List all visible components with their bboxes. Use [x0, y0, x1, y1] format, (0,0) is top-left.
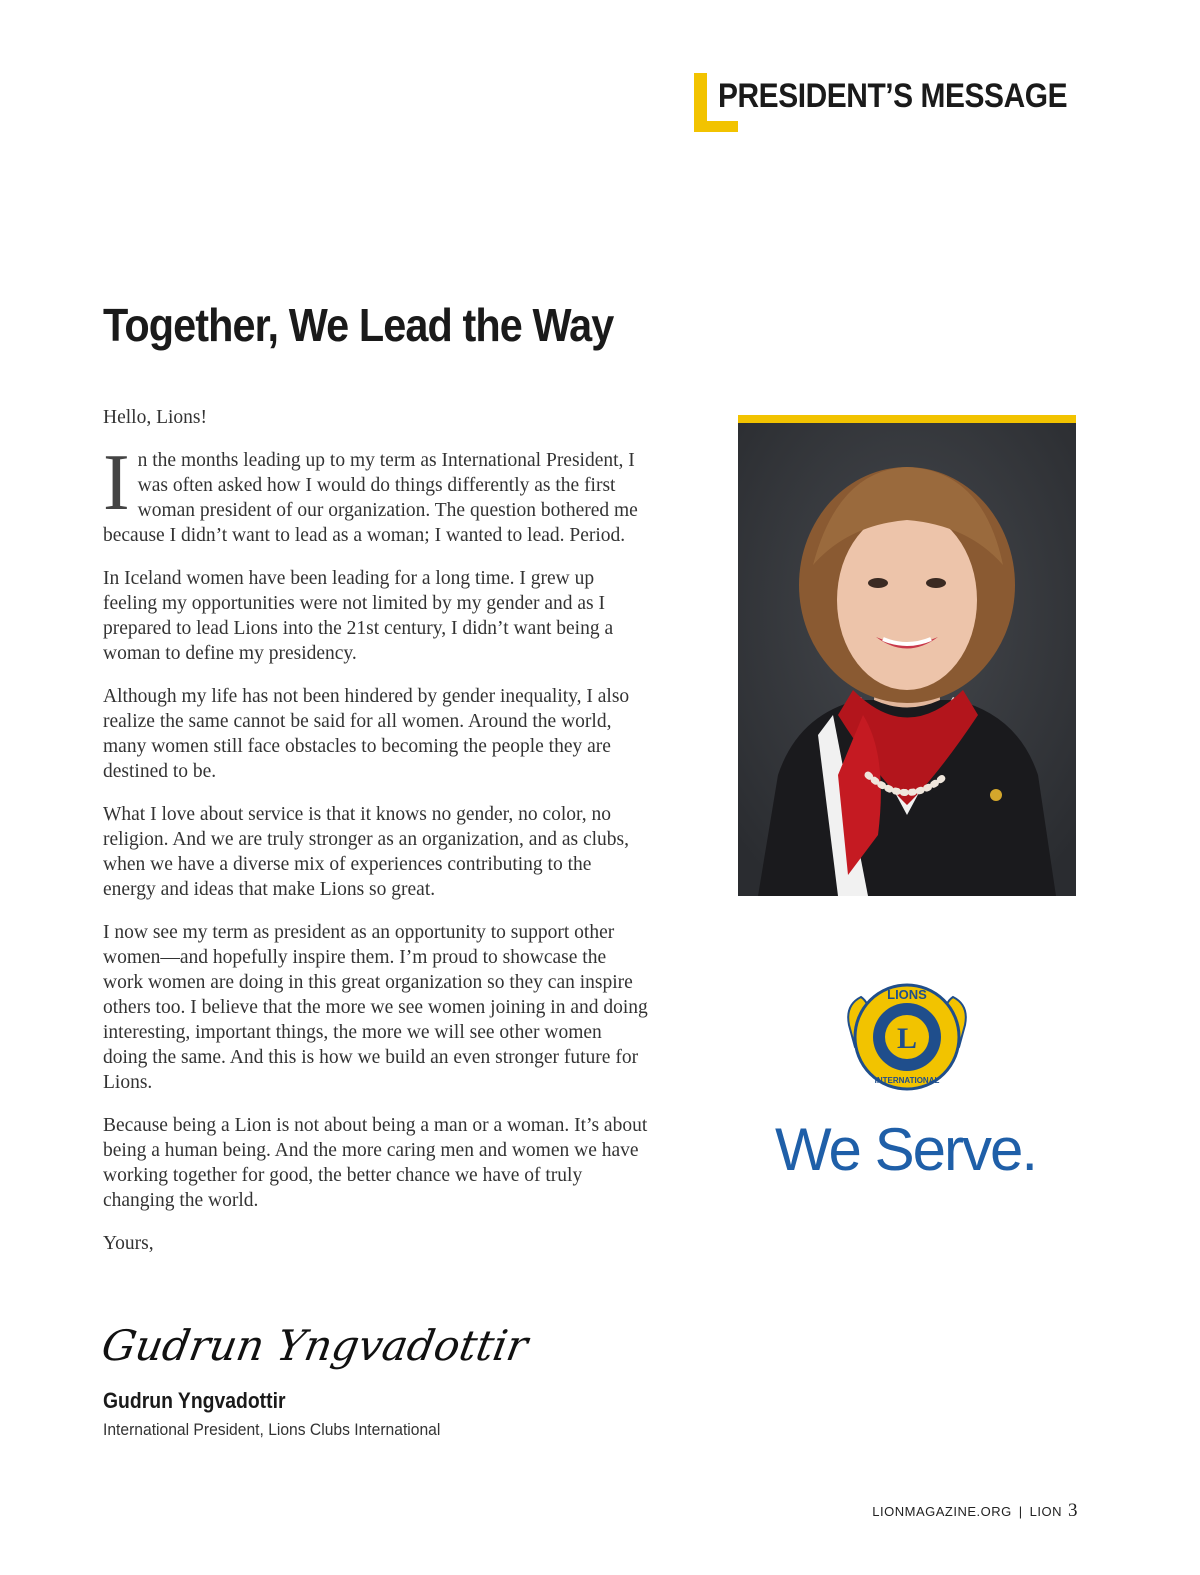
signer-title: International President, Lions Clubs International [103, 1420, 441, 1439]
footer-magazine: LION [1029, 1504, 1062, 1519]
letter-paragraph-4: What I love about service is that it knows no gender, no color, no religion. And we are truly stronger as an organization, and as clubs, when we have a diverse mix of experiences contributing to the energy and ideas that make Lions so great. [103, 804, 629, 900]
letter-paragraph-2: In Iceland women have been leading for a long time. I grew up feeling my opportunities were not limited by my gender and as I prepared to lead Lions into the 21st century, I didn’t want being a woman to define my presidency. [103, 568, 614, 664]
signature-script: Gudrun Yngvadottir [98, 1321, 532, 1370]
letter-paragraph-6: Because being a Lion is not about being a man or a woman. It’s about being a human being. And the more caring men and women we have working together for good, the better chance we have of truly changing the world. [103, 1115, 648, 1211]
letter-body [103, 405, 648, 1274]
letter-paragraph-1 [103, 439, 648, 548]
closing: Yours, [103, 1233, 154, 1254]
lions-emblem-icon [843, 975, 971, 1099]
page-number: 3 [1068, 1500, 1078, 1521]
portrait-photo [738, 415, 1076, 896]
motto: We Serve. [775, 1116, 1036, 1183]
handwritten-signature [98, 1308, 532, 1390]
drop-cap: I [103, 439, 130, 527]
portrait-illustration [738, 415, 1076, 896]
logo-ring-top: LIONS [887, 987, 927, 1002]
footer-separator: | [1018, 1504, 1023, 1519]
paragraph-text: n the months leading up to my term as International President, I was often asked how I would do things differently as the first woman president of our organization. The question bothered me because I didn’t want to lead as a woman; I wanted to lead. Period. [103, 450, 638, 546]
article-headline: Together, We Lead the Way [103, 299, 614, 351]
letter-paragraph-5: I now see my term as president as an opportunity to support other women—and hopefully inspire them. I’m proud to showcase the work women are doing in this great organization so they can inspire others too. I believe that the more we see women joining in and doing interesting, important things, the more we will see other women doing the same. And this is how we build an even stronger future for Lions. [103, 922, 648, 1093]
signer-name: Gudrun Yngvadottir [103, 1388, 286, 1413]
greeting: Hello, Lions! [103, 407, 207, 428]
section-tag [694, 73, 1084, 133]
signature-graphic [98, 1308, 532, 1390]
logo-ring-bottom: INTERNATIONAL [874, 1076, 940, 1085]
section-bracket-foot [694, 121, 738, 132]
page-footer [872, 1500, 1078, 1522]
photo-accent-bar [738, 415, 1076, 423]
section-label: PRESIDENT’S MESSAGE [718, 77, 1068, 115]
footer-site: LIONMAGAZINE.ORG [872, 1504, 1012, 1519]
logo-letter: L [896, 1022, 918, 1055]
lions-international-logo [843, 975, 971, 1099]
letter-paragraph-3: Although my life has not been hindered by gender inequality, I also realize the same cannot be said for all women. Around the world, many women still face obstacles to becoming the people they are destined to be. [103, 686, 630, 782]
